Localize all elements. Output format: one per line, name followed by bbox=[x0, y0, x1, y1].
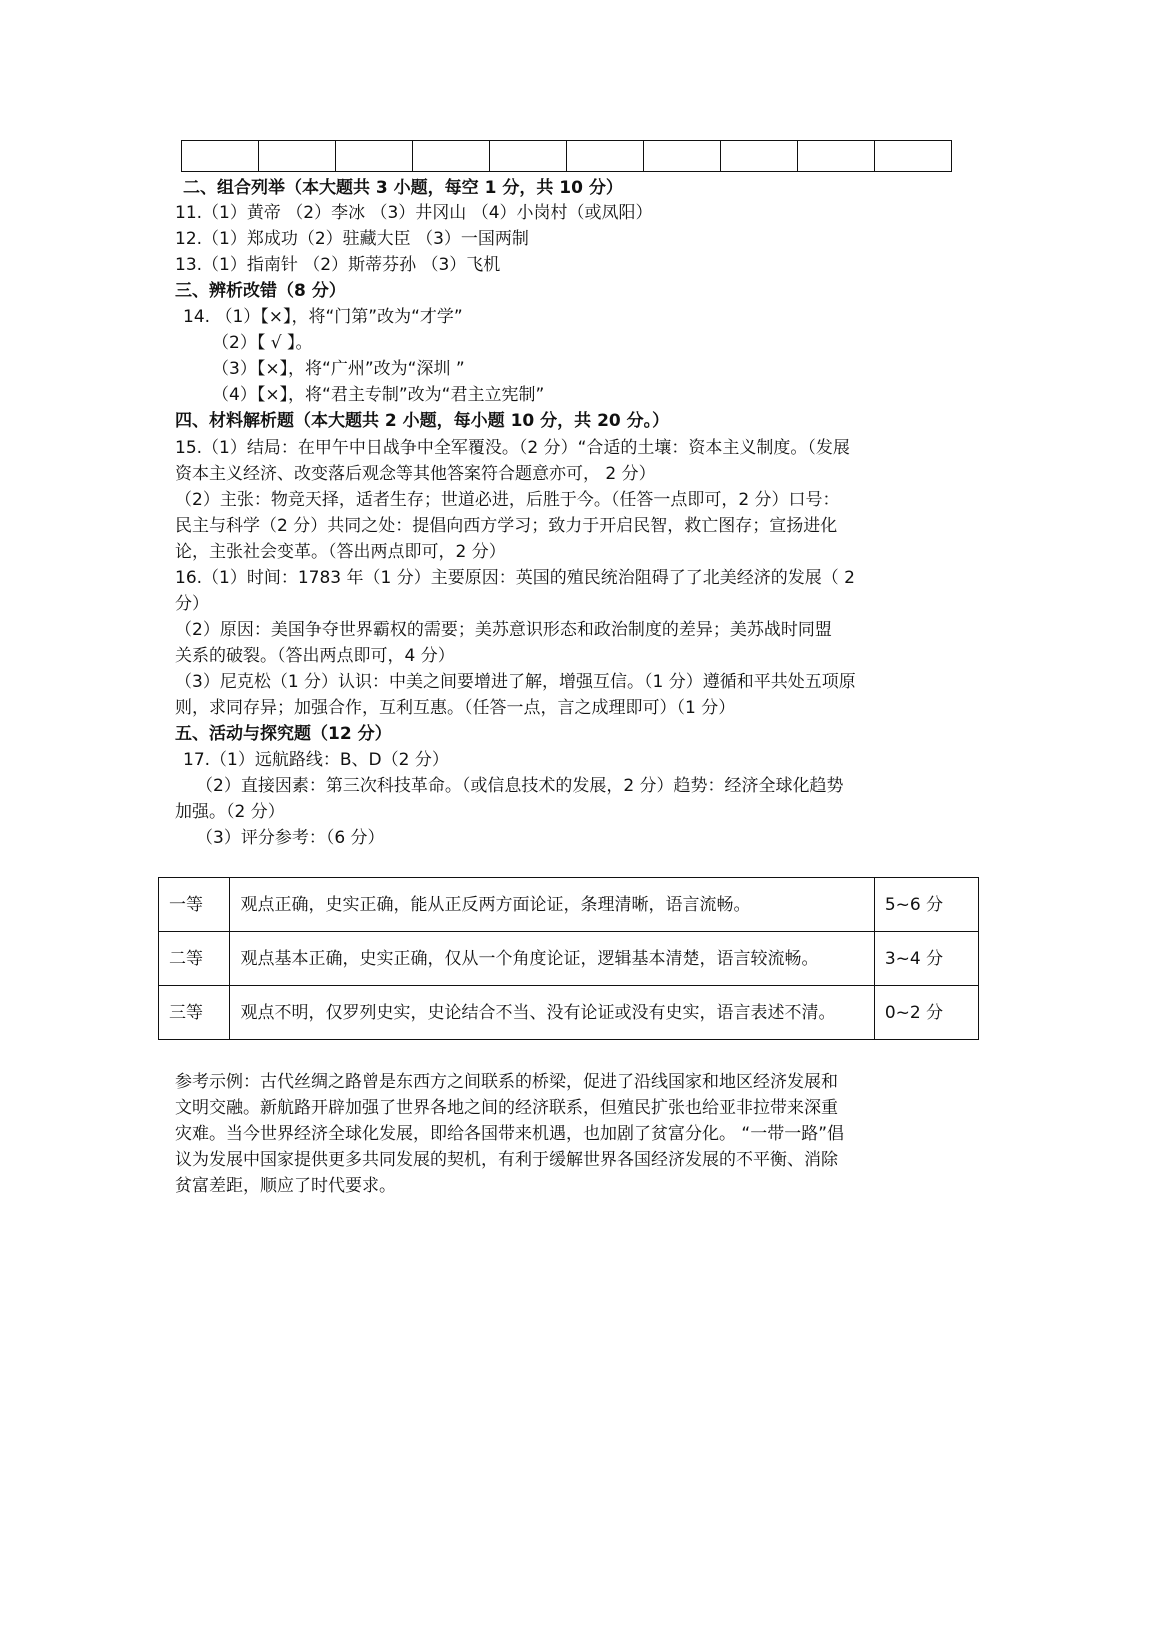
answer-cell bbox=[259, 141, 336, 172]
scoring-rubric-table bbox=[158, 877, 979, 1040]
answer-q16-line3: （2）原因：美国争夺世界霸权的需要；美苏意识形态和政治制度的差异；美苏战时同盟 bbox=[175, 620, 832, 640]
example-line3: 灾难。当今世界经济全球化发展，即给各国带来机遇，也加剧了贫富分化。 “一带一路”倡 bbox=[175, 1124, 845, 1144]
answer-q16-line1: 16.（1）时间：1783 年（1 分）主要原因：英国的殖民统治阻碍了了北美经济的发展（ 2 bbox=[175, 568, 855, 588]
rubric-grade: 一等 bbox=[159, 878, 230, 932]
answer-cell bbox=[567, 141, 644, 172]
section-3-title: 三、辨析改错（8 分） bbox=[175, 281, 346, 301]
section-2-title: 二、组合列举（本大题共 3 小题，每空 1 分，共 10 分） bbox=[183, 178, 623, 198]
answer-q16-line5: （3）尼克松（1 分）认识：中美之间要增进了解，增强互信。（1 分）遵循和平共处五项原 bbox=[175, 672, 856, 692]
answer-q17-line1: 17.（1）远航路线：B、D（2 分） bbox=[183, 750, 449, 770]
answer-cell bbox=[644, 141, 721, 172]
answer-q16-line2: 分） bbox=[175, 594, 209, 614]
answer-q11: 11.（1）黄帝 （2）李冰 （3）井冈山 （4）小岗村（或凤阳） bbox=[175, 203, 653, 223]
rubric-row bbox=[159, 878, 979, 932]
answer-grid-row bbox=[182, 141, 952, 172]
answer-cell bbox=[798, 141, 875, 172]
answer-cell bbox=[721, 141, 798, 172]
rubric-description: 观点不明，仅罗列史实，史论结合不当、没有论证或没有史实，语言表述不清。 bbox=[230, 986, 874, 1040]
answer-q14-2: （2）【 √ 】。 bbox=[212, 333, 313, 353]
rubric-score: 3~4 分 bbox=[874, 932, 978, 986]
answer-q16-line6: 则，求同存异；加强合作，互利互惠。（任答一点，言之成理即可）（1 分） bbox=[175, 698, 736, 718]
example-line4: 议为发展中国家提供更多共同发展的契机，有利于缓解世界各国经济发展的不平衡、消除 bbox=[175, 1150, 838, 1170]
rubric-grade: 三等 bbox=[159, 986, 230, 1040]
answer-q15-line1: 15.（1）结局：在甲午中日战争中全军覆没。（2 分）“合适的土壤：资本主义制度。（发展 bbox=[175, 438, 850, 458]
section-5-title: 五、活动与探究题（12 分） bbox=[175, 724, 392, 744]
answer-q15-line2: 资本主义经济、改变落后观念等其他答案符合题意亦可， 2 分） bbox=[175, 464, 656, 484]
answer-q15-line5: 论，主张社会变革。（答出两点即可，2 分） bbox=[175, 542, 506, 562]
answer-q12: 12.（1）郑成功（2）驻藏大臣 （3）一国两制 bbox=[175, 229, 529, 249]
example-line5: 贫富差距，顺应了时代要求。 bbox=[175, 1176, 396, 1196]
rubric-score: 5~6 分 bbox=[874, 878, 978, 932]
section-4-title: 四、材料解析题（本大题共 2 小题，每小题 10 分，共 20 分。） bbox=[175, 411, 670, 431]
answer-grid-table bbox=[181, 140, 952, 172]
example-line1: 参考示例：古代丝绸之路曾是东西方之间联系的桥梁，促进了沿线国家和地区经济发展和 bbox=[175, 1072, 838, 1092]
rubric-description: 观点基本正确，史实正确，仅从一个角度论证，逻辑基本清楚，语言较流畅。 bbox=[230, 932, 874, 986]
answer-cell bbox=[413, 141, 490, 172]
rubric-grade: 二等 bbox=[159, 932, 230, 986]
rubric-row bbox=[159, 932, 979, 986]
answer-q17-line2: （2）直接因素：第三次科技革命。（或信息技术的发展，2 分）趋势：经济全球化趋势 bbox=[196, 776, 844, 796]
example-line2: 文明交融。新航路开辟加强了世界各地之间的经济联系，但殖民扩张也给亚非拉带来深重 bbox=[175, 1098, 838, 1118]
answer-q14-4: （4）【×】，将“君主专制”改为“君主立宪制” bbox=[212, 385, 545, 405]
answer-cell bbox=[875, 141, 952, 172]
answer-q16-line4: 关系的破裂。（答出两点即可，4 分） bbox=[175, 646, 455, 666]
answer-q14-3: （3）【×】，将“广州”改为“深圳 ” bbox=[212, 359, 465, 379]
rubric-row bbox=[159, 986, 979, 1040]
answer-cell bbox=[490, 141, 567, 172]
answer-q17-line3: 加强。（2 分） bbox=[175, 802, 285, 822]
answer-cell bbox=[182, 141, 259, 172]
answer-q15-line3: （2）主张：物竞天择，适者生存；世道必进，后胜于今。（任答一点即可，2 分）口号： bbox=[175, 490, 840, 510]
answer-q17-line4: （3）评分参考：（6 分） bbox=[196, 828, 385, 848]
answer-q15-line4: 民主与科学（2 分）共同之处：提倡向西方学习；致力于开启民智，救亡图存；宣扬进化 bbox=[175, 516, 838, 536]
answer-cell bbox=[336, 141, 413, 172]
answer-q14-1: 14. （1）【×】，将“门第”改为“才学” bbox=[183, 307, 463, 327]
rubric-score: 0~2 分 bbox=[874, 986, 978, 1040]
rubric-description: 观点正确，史实正确，能从正反两方面论证，条理清晰，语言流畅。 bbox=[230, 878, 874, 932]
answer-q13: 13.（1）指南针 （2）斯蒂芬孙 （3）飞机 bbox=[175, 255, 501, 275]
